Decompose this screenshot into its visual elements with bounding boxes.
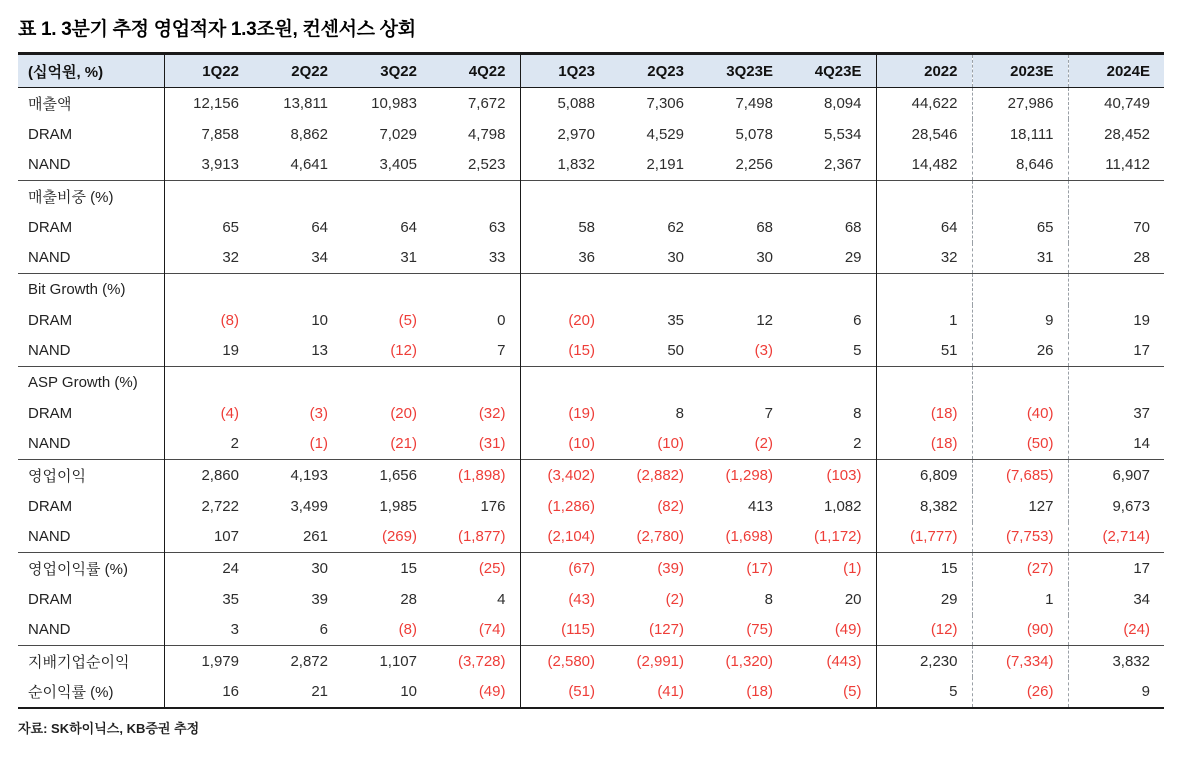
table-row <box>18 429 1164 460</box>
table-cell: (127) <box>648 621 684 639</box>
table-cell: 16 <box>222 683 239 700</box>
table-cell: 5 <box>787 336 876 367</box>
table-cell: 58 <box>578 218 595 236</box>
table-cell: (10) <box>568 435 595 453</box>
table-cell: 32 <box>222 249 239 267</box>
table-cell <box>1068 181 1164 212</box>
table-row <box>18 553 1164 584</box>
table-row <box>18 615 1164 646</box>
table-cell: 70 <box>1133 218 1150 236</box>
unit-label: (십억원, %) <box>18 54 164 88</box>
column-header-2023E: 2023E <box>972 54 1068 88</box>
table-row <box>18 336 1164 367</box>
table-cell: 2,256 <box>735 156 773 174</box>
column-header-2Q22: 2Q22 <box>253 54 342 88</box>
row-label: DRAM <box>18 212 164 243</box>
table-cell: (17) <box>698 553 787 584</box>
table-cell: 37 <box>1133 404 1150 422</box>
table-cell: 8 <box>764 590 773 608</box>
table-cell: (12) <box>876 615 972 646</box>
table-cell: 10 <box>400 683 417 700</box>
table-row <box>18 522 1164 553</box>
row-label: 매출비중 (%) <box>18 181 164 212</box>
table-cell: (3,402) <box>520 460 609 491</box>
table-cell: 3,832 <box>1068 646 1164 677</box>
table-cell: 5,088 <box>557 94 595 112</box>
row-label: DRAM <box>18 491 164 522</box>
table-cell: (90) <box>972 615 1068 646</box>
table-cell: 6,809 <box>876 460 972 491</box>
table-cell: 64 <box>400 218 417 236</box>
table-cell: 14,482 <box>876 150 972 181</box>
table-header-row <box>18 54 1164 88</box>
table-cell <box>609 367 698 398</box>
table-cell: (2,580) <box>520 646 609 677</box>
table-cell: 4,798 <box>431 119 520 150</box>
table-cell: 17 <box>1133 342 1150 360</box>
row-label: 지배기업순이익 <box>18 646 164 677</box>
table-cell: 12 <box>756 311 773 329</box>
table-row <box>18 243 1164 274</box>
table-cell: 1,082 <box>787 491 876 522</box>
table-cell: 64 <box>311 218 328 236</box>
table-cell: 2 <box>787 429 876 460</box>
table-cell: (2,991) <box>609 646 698 677</box>
table-cell <box>253 274 342 305</box>
table-cell <box>1068 367 1164 398</box>
table-row <box>18 677 1164 708</box>
table-cell: (18) <box>876 429 972 460</box>
table-cell: (21) <box>390 435 417 453</box>
table-cell: 68 <box>787 212 876 243</box>
table-cell: 29 <box>787 243 876 274</box>
table-cell: 65 <box>972 212 1068 243</box>
table-cell <box>972 367 1068 398</box>
table-cell: 28 <box>400 590 417 608</box>
table-row <box>18 646 1164 677</box>
table-cell: 3,913 <box>201 156 239 174</box>
table-cell: 28,452 <box>1104 125 1150 143</box>
table-row <box>18 88 1164 119</box>
table-row <box>18 367 1164 398</box>
row-label: ASP Growth (%) <box>18 367 164 398</box>
table-cell: (20) <box>568 311 595 329</box>
row-label: NAND <box>18 336 164 367</box>
table-cell <box>253 367 342 398</box>
table-cell: 107 <box>213 528 239 546</box>
table-row <box>18 274 1164 305</box>
table-cell: (2) <box>754 435 773 453</box>
column-header-3Q22: 3Q22 <box>342 54 431 88</box>
table-cell: 8 <box>675 404 684 422</box>
table-cell <box>342 274 431 305</box>
table-cell: 9,673 <box>1112 497 1150 515</box>
table-cell: (74) <box>431 615 520 646</box>
table-cell: 1,832 <box>557 156 595 174</box>
table-cell: 32 <box>876 243 972 274</box>
table-cell: 30 <box>253 553 342 584</box>
table-cell: (2,780) <box>636 528 684 546</box>
table-cell: 34 <box>311 249 328 267</box>
table-cell: 4,529 <box>646 125 684 143</box>
table-cell: (26) <box>972 677 1068 708</box>
table-cell: 29 <box>876 584 972 615</box>
table-cell <box>698 181 787 212</box>
row-label: Bit Growth (%) <box>18 274 164 305</box>
table-cell: 2,523 <box>431 150 520 181</box>
table-cell: 1 <box>972 584 1068 615</box>
table-cell: 6,907 <box>1068 460 1164 491</box>
table-cell: (49) <box>787 615 876 646</box>
table-cell: (41) <box>657 683 684 700</box>
column-header-2Q23: 2Q23 <box>609 54 698 88</box>
row-label: NAND <box>18 615 164 646</box>
table-cell: (25) <box>431 553 520 584</box>
table-cell: 8,382 <box>876 491 972 522</box>
table-cell: (51) <box>568 683 595 700</box>
table-cell: 6 <box>319 621 328 639</box>
table-cell: 10 <box>311 311 328 329</box>
table-cell: (269) <box>381 528 417 546</box>
table-cell: 19 <box>222 342 239 360</box>
table-cell: 127 <box>972 491 1068 522</box>
table-cell: 4,193 <box>253 460 342 491</box>
table-cell: 3,499 <box>290 497 328 515</box>
table-cell: 24 <box>164 553 253 584</box>
table-cell <box>520 367 609 398</box>
table-cell <box>342 367 431 398</box>
table-cell: 11,412 <box>1105 156 1150 174</box>
table-cell: 2,367 <box>787 150 876 181</box>
table-cell: (75) <box>746 621 773 639</box>
table-cell <box>431 181 520 212</box>
table-cell: (49) <box>431 677 520 708</box>
table-cell <box>164 274 253 305</box>
table-cell <box>609 181 698 212</box>
table-cell: 7,306 <box>646 94 684 112</box>
table-cell: 2,722 <box>201 497 239 515</box>
table-cell: (2,882) <box>609 460 698 491</box>
table-cell: 7,858 <box>201 125 239 143</box>
table-cell: (20) <box>390 404 417 422</box>
table-cell: 3,405 <box>379 156 417 174</box>
table-cell: (103) <box>787 460 876 491</box>
table-cell: (1) <box>787 553 876 584</box>
table-row <box>18 460 1164 491</box>
table-cell <box>787 274 876 305</box>
table-cell: 1,656 <box>342 460 431 491</box>
table-cell <box>1068 274 1164 305</box>
table-cell: (5) <box>787 677 876 708</box>
table-cell: 19 <box>1133 311 1150 329</box>
table-cell: (7,685) <box>972 460 1068 491</box>
table-cell: (8) <box>220 311 239 329</box>
table-cell: 35 <box>222 590 239 608</box>
table-cell: 8,094 <box>787 88 876 119</box>
table-cell: 26 <box>972 336 1068 367</box>
table-cell: 14 <box>1133 435 1150 453</box>
table-cell <box>253 181 342 212</box>
table-cell: 40,749 <box>1104 94 1150 112</box>
table-cell: (1,877) <box>431 522 520 553</box>
table-cell: 0 <box>431 305 520 336</box>
table-cell: (19) <box>568 404 595 422</box>
table-cell <box>698 274 787 305</box>
table-cell <box>520 181 609 212</box>
table-cell: (7,753) <box>972 522 1068 553</box>
table-cell: 6 <box>787 305 876 336</box>
table-cell: (5) <box>398 311 417 329</box>
table-cell: 4 <box>431 584 520 615</box>
table-cell: 31 <box>972 243 1068 274</box>
table-row <box>18 119 1164 150</box>
table-cell: (1) <box>309 435 328 453</box>
table-cell: (3,728) <box>431 646 520 677</box>
table-cell: 18,111 <box>972 119 1068 150</box>
table-cell: 28,546 <box>876 119 972 150</box>
table-cell: 9 <box>972 305 1068 336</box>
table-row <box>18 212 1164 243</box>
table-cell: 34 <box>1133 590 1150 608</box>
table-cell: 20 <box>787 584 876 615</box>
table-cell: 33 <box>431 243 520 274</box>
table-cell: 62 <box>667 218 684 236</box>
table-cell <box>787 181 876 212</box>
table-cell: (3) <box>309 404 328 422</box>
table-cell: 7,498 <box>735 94 773 112</box>
table-cell: 9 <box>1141 683 1150 700</box>
table-cell: 65 <box>222 218 239 236</box>
table-cell: (1,298) <box>698 460 787 491</box>
table-cell: (18) <box>876 398 972 429</box>
row-label: NAND <box>18 150 164 181</box>
table-cell: 21 <box>311 683 328 700</box>
table-cell: (18) <box>746 683 773 700</box>
table-cell: (1,320) <box>698 646 787 677</box>
table-row <box>18 491 1164 522</box>
table-cell: 7,029 <box>379 125 417 143</box>
row-label: DRAM <box>18 584 164 615</box>
table-cell: 2,970 <box>557 125 595 143</box>
table-cell: 35 <box>667 311 684 329</box>
table-cell: 10,983 <box>371 94 417 112</box>
row-label: NAND <box>18 243 164 274</box>
table-cell: (40) <box>972 398 1068 429</box>
table-cell: 17 <box>1068 553 1164 584</box>
table-cell: (8) <box>398 621 417 639</box>
table-cell: (2) <box>665 590 684 608</box>
table-cell: (3) <box>754 342 773 360</box>
row-label: 영업이익 <box>18 460 164 491</box>
table-cell: (443) <box>787 646 876 677</box>
table-cell: 261 <box>302 528 328 546</box>
table-cell: 1,979 <box>164 646 253 677</box>
row-label: DRAM <box>18 119 164 150</box>
page-title: 표 1. 3분기 추정 영업적자 1.3조원, 컨센서스 상회 <box>18 19 416 40</box>
table-cell <box>164 181 253 212</box>
table-cell: 12,156 <box>193 94 239 112</box>
table-cell: 1,985 <box>379 497 417 515</box>
table-cell: 50 <box>667 342 684 360</box>
table-cell: 2,860 <box>164 460 253 491</box>
table-cell <box>164 367 253 398</box>
table-cell <box>698 367 787 398</box>
financial-estimates-table <box>18 52 1164 709</box>
table-cell: (115) <box>561 621 595 639</box>
table-row <box>18 584 1164 615</box>
table-cell: 30 <box>667 249 684 267</box>
row-label: 매출액 <box>18 88 164 119</box>
table-cell: 2,230 <box>876 646 972 677</box>
table-cell: 5 <box>876 677 972 708</box>
table-cell: (31) <box>431 429 520 460</box>
row-label: NAND <box>18 522 164 553</box>
table-cell <box>431 367 520 398</box>
row-label: DRAM <box>18 305 164 336</box>
table-cell: 3 <box>230 621 239 639</box>
table-cell <box>342 181 431 212</box>
table-cell: 27,986 <box>972 88 1068 119</box>
table-cell: (39) <box>609 553 698 584</box>
table-cell: 413 <box>747 497 773 515</box>
table-cell: 2,191 <box>646 156 684 174</box>
table-cell: (1,777) <box>876 522 972 553</box>
source-note: 자료: SK하이닉스, KB증권 추정 <box>18 720 200 736</box>
table-cell <box>876 367 972 398</box>
table-cell: (82) <box>657 497 684 515</box>
table-cell: (2,104) <box>547 528 595 546</box>
table-cell <box>876 181 972 212</box>
table-cell: 8,646 <box>972 150 1068 181</box>
table-cell: (1,172) <box>787 522 876 553</box>
column-header-3Q23E: 3Q23E <box>698 54 787 88</box>
table-cell: 176 <box>431 491 520 522</box>
table-cell: 5,078 <box>735 125 773 143</box>
table-cell: 63 <box>431 212 520 243</box>
row-label: 영업이익률 (%) <box>18 553 164 584</box>
column-header-4Q23E: 4Q23E <box>787 54 876 88</box>
table-cell: 31 <box>400 249 417 267</box>
table-cell: 13,811 <box>283 94 328 112</box>
table-row <box>18 305 1164 336</box>
table-cell: 7,672 <box>431 88 520 119</box>
table-cell: 64 <box>876 212 972 243</box>
column-header-1Q22: 1Q22 <box>164 54 253 88</box>
table-cell <box>972 181 1068 212</box>
table-cell: (1,898) <box>431 460 520 491</box>
column-header-4Q22: 4Q22 <box>431 54 520 88</box>
column-header-1Q23: 1Q23 <box>520 54 609 88</box>
table-cell: 8,862 <box>290 125 328 143</box>
column-header-2024E: 2024E <box>1068 54 1164 88</box>
row-label: NAND <box>18 429 164 460</box>
table-cell: (67) <box>520 553 609 584</box>
table-cell: 28 <box>1133 249 1150 267</box>
table-cell: (15) <box>568 342 595 360</box>
table-cell: 2 <box>230 435 239 453</box>
table-cell: (4) <box>220 404 239 422</box>
table-cell: 30 <box>756 249 773 267</box>
table-cell: 39 <box>311 590 328 608</box>
table-cell: (10) <box>657 435 684 453</box>
table-cell <box>609 274 698 305</box>
table-cell: 7 <box>431 336 520 367</box>
table-cell: (50) <box>972 429 1068 460</box>
table-row <box>18 181 1164 212</box>
table-cell <box>972 274 1068 305</box>
table-cell: 36 <box>578 249 595 267</box>
table-cell <box>431 274 520 305</box>
table-cell: 1 <box>876 305 972 336</box>
table-cell: 2,872 <box>253 646 342 677</box>
table-cell <box>787 367 876 398</box>
table-cell: 5,534 <box>787 119 876 150</box>
table-cell: (32) <box>431 398 520 429</box>
table-cell: 51 <box>876 336 972 367</box>
table-cell: 1,107 <box>342 646 431 677</box>
table-cell: 4,641 <box>290 156 328 174</box>
table-cell <box>520 274 609 305</box>
table-cell: 8 <box>787 398 876 429</box>
table-cell: 15 <box>342 553 431 584</box>
table-row <box>18 398 1164 429</box>
table-cell: (1,286) <box>547 497 595 515</box>
table-cell: 13 <box>311 342 328 360</box>
row-label: DRAM <box>18 398 164 429</box>
table-cell: (2,714) <box>1102 528 1150 546</box>
table-cell: 44,622 <box>876 88 972 119</box>
row-label: 순이익률 (%) <box>18 677 164 708</box>
column-header-2022: 2022 <box>876 54 972 88</box>
table-cell: (12) <box>390 342 417 360</box>
table-cell <box>876 274 972 305</box>
table-cell: (1,698) <box>725 528 773 546</box>
table-cell: (27) <box>972 553 1068 584</box>
table-cell: 68 <box>756 218 773 236</box>
table-cell: (43) <box>568 590 595 608</box>
table-cell: 15 <box>876 553 972 584</box>
table-cell: (7,334) <box>972 646 1068 677</box>
table-cell: (24) <box>1123 621 1150 639</box>
table-cell: 7 <box>764 404 773 422</box>
table-row <box>18 150 1164 181</box>
